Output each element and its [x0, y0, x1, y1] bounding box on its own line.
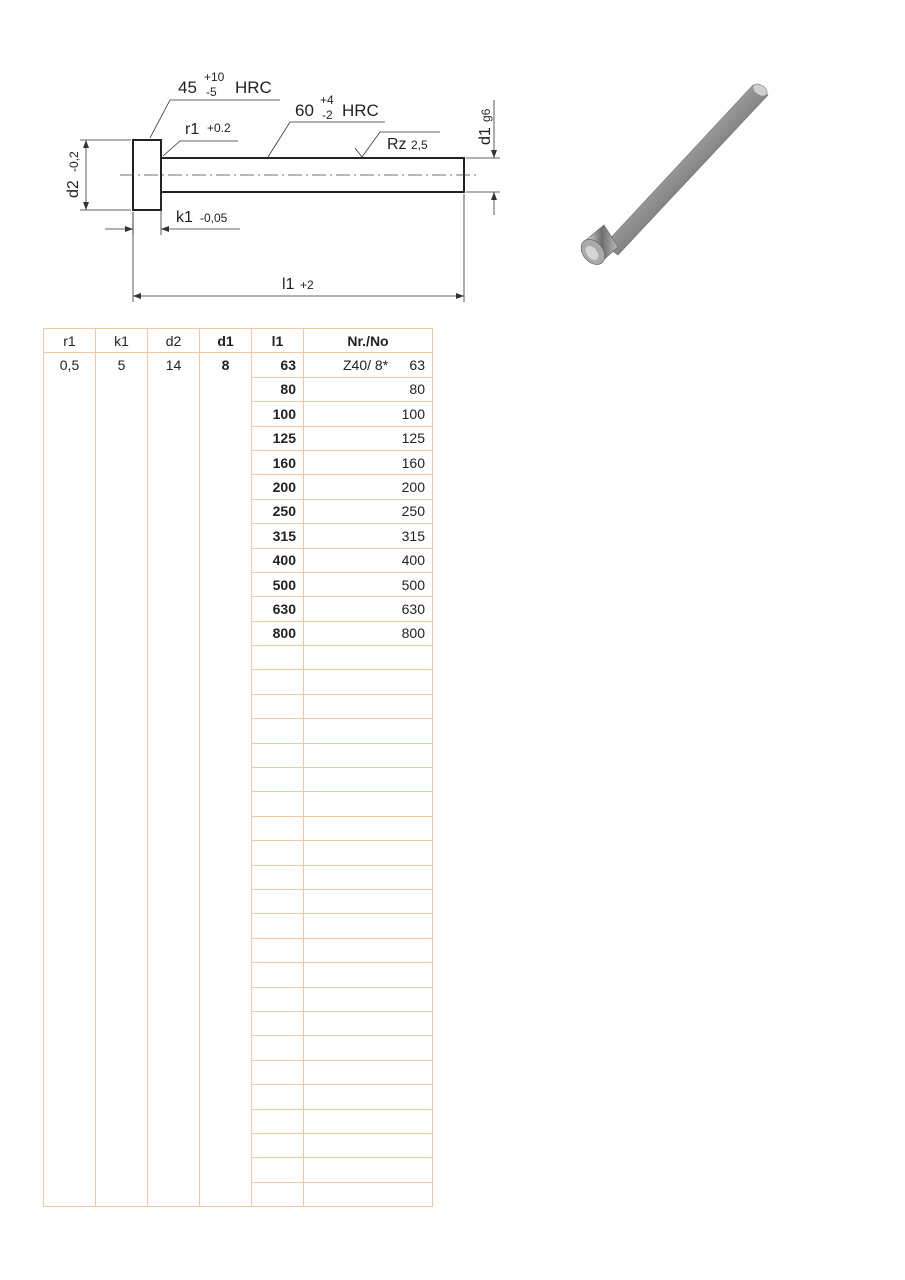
cell-l1: 125 — [252, 426, 304, 450]
leader-shaft-hardness — [268, 122, 385, 157]
cell-d1 — [200, 377, 252, 401]
cell-k1 — [96, 450, 148, 474]
cell-k1 — [96, 865, 148, 889]
table-row — [44, 499, 433, 523]
table-row — [44, 865, 433, 889]
cell-d2 — [148, 719, 200, 743]
cell-d1 — [200, 987, 252, 1011]
k1-tol: -0,05 — [200, 211, 228, 225]
cell-k1 — [96, 646, 148, 670]
cell-d1 — [200, 1036, 252, 1060]
article-number-value: 160 — [401, 454, 425, 471]
cell-d1 — [200, 1182, 252, 1206]
l1-tol: +2 — [300, 278, 314, 292]
cell-nr — [304, 841, 433, 865]
cell-d2 — [148, 1158, 200, 1182]
cell-r1 — [44, 914, 96, 938]
table-row — [44, 450, 433, 474]
cell-k1 — [96, 768, 148, 792]
article-number-value: 400 — [401, 552, 425, 569]
article-number-value: 63 — [409, 357, 425, 374]
cell-d2 — [148, 768, 200, 792]
shaft-hardness-tol-plus: +4 — [320, 93, 334, 107]
cell-k1 — [96, 1011, 148, 1035]
cell-r1 — [44, 963, 96, 987]
l1-label: l1 — [282, 276, 295, 293]
cell-nr — [304, 1011, 433, 1035]
table-row — [44, 963, 433, 987]
cell-d1 — [200, 694, 252, 718]
cell-nr — [304, 499, 433, 523]
cell-nr — [304, 743, 433, 767]
cell-r1 — [44, 1133, 96, 1157]
header-d2: d2 — [148, 329, 200, 353]
head-hardness-value: 45 — [178, 78, 197, 97]
cell-r1: 0,5 — [44, 353, 96, 377]
cell-d2 — [148, 694, 200, 718]
cell-d1 — [200, 792, 252, 816]
cell-l1: 630 — [252, 597, 304, 621]
cell-k1 — [96, 938, 148, 962]
d2-arrow-bottom — [83, 202, 89, 210]
article-number-value: 800 — [401, 625, 425, 642]
r1-label: r1 — [185, 121, 200, 138]
header-d1: d1 — [200, 329, 252, 353]
cell-l1: 250 — [252, 499, 304, 523]
k1-arrow-right — [161, 226, 169, 232]
cell-d1 — [200, 768, 252, 792]
table-row — [44, 768, 433, 792]
head-hardness-tol-minus: -5 — [206, 85, 217, 99]
cell-k1 — [96, 1085, 148, 1109]
cell-r1 — [44, 402, 96, 426]
cell-nr — [304, 963, 433, 987]
table-row — [44, 938, 433, 962]
cell-l1 — [252, 1158, 304, 1182]
cell-r1 — [44, 524, 96, 548]
shaft-hardness-value: 60 — [295, 101, 314, 120]
cell-r1 — [44, 889, 96, 913]
cell-nr — [304, 768, 433, 792]
cell-d2 — [148, 963, 200, 987]
cell-l1 — [252, 938, 304, 962]
cell-k1 — [96, 1182, 148, 1206]
cell-d1 — [200, 548, 252, 572]
table-row — [44, 426, 433, 450]
cell-k1 — [96, 548, 148, 572]
cell-d1 — [200, 524, 252, 548]
cell-d2 — [148, 1109, 200, 1133]
table-row — [44, 889, 433, 913]
cell-l1: 160 — [252, 450, 304, 474]
header-l1: l1 — [252, 329, 304, 353]
cell-l1 — [252, 963, 304, 987]
cell-l1: 80 — [252, 377, 304, 401]
table-row — [44, 1060, 433, 1084]
table-row — [44, 475, 433, 499]
cell-l1: 200 — [252, 475, 304, 499]
cell-d1 — [200, 938, 252, 962]
k1-arrow-left — [125, 226, 133, 232]
cell-r1 — [44, 1011, 96, 1035]
cell-d1 — [200, 670, 252, 694]
cell-d2 — [148, 475, 200, 499]
cell-k1 — [96, 572, 148, 596]
cell-r1 — [44, 841, 96, 865]
cell-d1 — [200, 646, 252, 670]
cell-d1 — [200, 426, 252, 450]
header-r1: r1 — [44, 329, 96, 353]
table-row — [44, 670, 433, 694]
cell-nr — [304, 597, 433, 621]
cell-k1 — [96, 841, 148, 865]
cell-k1 — [96, 524, 148, 548]
d1-label: d1 — [477, 127, 494, 145]
article-number-value: 315 — [401, 527, 425, 544]
cell-k1 — [96, 377, 148, 401]
cell-nr — [304, 889, 433, 913]
table-row — [44, 1158, 433, 1182]
table-row — [44, 914, 433, 938]
cell-nr — [304, 548, 433, 572]
article-number-value: 80 — [409, 381, 425, 398]
cell-r1 — [44, 816, 96, 840]
cell-d2 — [148, 572, 200, 596]
cell-d2 — [148, 548, 200, 572]
cell-r1 — [44, 792, 96, 816]
cell-k1 — [96, 621, 148, 645]
cell-d1 — [200, 572, 252, 596]
cell-r1 — [44, 426, 96, 450]
cell-l1 — [252, 768, 304, 792]
cell-nr — [304, 1182, 433, 1206]
cell-l1: 400 — [252, 548, 304, 572]
cell-d2 — [148, 450, 200, 474]
cell-nr — [304, 914, 433, 938]
cell-l1 — [252, 646, 304, 670]
cell-d1 — [200, 1133, 252, 1157]
article-number-value: 250 — [401, 503, 425, 520]
head-hardness-unit: HRC — [235, 78, 272, 97]
cell-d1 — [200, 743, 252, 767]
cell-d1 — [200, 402, 252, 426]
cell-d2 — [148, 1060, 200, 1084]
cell-d1 — [200, 816, 252, 840]
cell-l1 — [252, 1036, 304, 1060]
cell-r1 — [44, 938, 96, 962]
cell-l1 — [252, 719, 304, 743]
header-row — [44, 329, 433, 353]
cell-k1 — [96, 1109, 148, 1133]
cell-d2 — [148, 670, 200, 694]
cell-k1 — [96, 816, 148, 840]
r1-tol: +0.2 — [207, 121, 231, 135]
d1-tol: g6 — [479, 108, 493, 122]
cell-nr — [304, 426, 433, 450]
table-row — [44, 1085, 433, 1109]
cell-d2 — [148, 914, 200, 938]
cell-d2 — [148, 816, 200, 840]
article-number-prefix: Z40/ 8* — [343, 357, 389, 374]
cell-nr — [304, 792, 433, 816]
rz-value: 2,5 — [411, 138, 428, 152]
cell-l1 — [252, 670, 304, 694]
cell-d1 — [200, 914, 252, 938]
rz-label: Rz — [387, 136, 407, 153]
cell-d2 — [148, 621, 200, 645]
cell-d1 — [200, 450, 252, 474]
cell-l1 — [252, 1060, 304, 1084]
cell-nr — [304, 377, 433, 401]
cell-d2 — [148, 524, 200, 548]
cell-r1 — [44, 572, 96, 596]
cell-nr — [304, 670, 433, 694]
cell-d1 — [200, 475, 252, 499]
cell-d1 — [200, 499, 252, 523]
cell-l1 — [252, 743, 304, 767]
cell-d2 — [148, 987, 200, 1011]
table-row — [44, 621, 433, 645]
cell-l1: 800 — [252, 621, 304, 645]
cell-k1 — [96, 426, 148, 450]
cell-d2: 14 — [148, 353, 200, 377]
d2-label: d2 — [65, 180, 82, 198]
cell-l1: 100 — [252, 402, 304, 426]
cell-k1 — [96, 670, 148, 694]
cell-r1 — [44, 670, 96, 694]
cell-d2 — [148, 1085, 200, 1109]
spec-table — [43, 328, 433, 1207]
cell-d2 — [148, 402, 200, 426]
table-row — [44, 841, 433, 865]
cell-d2 — [148, 841, 200, 865]
table-row — [44, 1011, 433, 1035]
cell-r1 — [44, 377, 96, 401]
cell-r1 — [44, 719, 96, 743]
cell-k1 — [96, 719, 148, 743]
table-row — [44, 402, 433, 426]
table-row — [44, 597, 433, 621]
cell-d1 — [200, 841, 252, 865]
cell-d2 — [148, 377, 200, 401]
header-nr: Nr./No — [304, 329, 433, 353]
table-row — [44, 987, 433, 1011]
cell-d2 — [148, 426, 200, 450]
cell-k1 — [96, 743, 148, 767]
cell-nr — [304, 816, 433, 840]
leader-r1 — [163, 141, 238, 156]
cell-r1 — [44, 1182, 96, 1206]
cell-l1: 500 — [252, 572, 304, 596]
cell-nr — [304, 987, 433, 1011]
table-row — [44, 719, 433, 743]
cell-d1 — [200, 621, 252, 645]
cell-r1 — [44, 1158, 96, 1182]
cell-r1 — [44, 1060, 96, 1084]
cell-d1 — [200, 865, 252, 889]
cell-l1 — [252, 914, 304, 938]
cell-k1 — [96, 914, 148, 938]
article-number-value: 100 — [401, 405, 425, 422]
table-row — [44, 1109, 433, 1133]
cell-nr — [304, 865, 433, 889]
cell-d1 — [200, 963, 252, 987]
cell-l1: 63 — [252, 353, 304, 377]
cell-k1 — [96, 597, 148, 621]
cell-nr — [304, 938, 433, 962]
cell-r1 — [44, 621, 96, 645]
cell-k1 — [96, 963, 148, 987]
table-row — [44, 1133, 433, 1157]
cell-d1 — [200, 889, 252, 913]
table-row — [44, 743, 433, 767]
cell-d2 — [148, 1011, 200, 1035]
cell-nr — [304, 353, 433, 377]
cell-r1 — [44, 548, 96, 572]
cell-nr — [304, 572, 433, 596]
cell-l1 — [252, 841, 304, 865]
cell-nr — [304, 475, 433, 499]
table-row — [44, 572, 433, 596]
cell-d2 — [148, 499, 200, 523]
l1-arrow-right — [456, 293, 464, 299]
cell-d2 — [148, 646, 200, 670]
header-k1: k1 — [96, 329, 148, 353]
technical-drawing — [50, 60, 494, 310]
article-number-value: 630 — [401, 600, 425, 617]
cell-d1 — [200, 1085, 252, 1109]
cell-d2 — [148, 743, 200, 767]
table-row — [44, 792, 433, 816]
d1-arrow-top — [491, 150, 497, 158]
cell-d1 — [200, 597, 252, 621]
cell-d1: 8 — [200, 353, 252, 377]
cell-nr — [304, 621, 433, 645]
cell-k1 — [96, 1158, 148, 1182]
cell-nr — [304, 694, 433, 718]
cell-d2 — [148, 597, 200, 621]
shaft-hardness-tol-minus: -2 — [322, 108, 333, 122]
cell-k1 — [96, 499, 148, 523]
cell-d2 — [148, 1036, 200, 1060]
cell-nr — [304, 450, 433, 474]
d1-arrow-bottom — [491, 192, 497, 200]
table-row — [44, 353, 433, 377]
cell-k1 — [96, 694, 148, 718]
table-row — [44, 1036, 433, 1060]
pin-shaft-photo — [604, 85, 768, 255]
cell-k1 — [96, 889, 148, 913]
cell-k1 — [96, 1036, 148, 1060]
cell-nr — [304, 1158, 433, 1182]
cell-nr — [304, 646, 433, 670]
cell-d1 — [200, 1011, 252, 1035]
table-row — [44, 1182, 433, 1206]
cell-d2 — [148, 865, 200, 889]
cell-nr — [304, 524, 433, 548]
k1-label: k1 — [176, 209, 193, 226]
cell-nr — [304, 1060, 433, 1084]
cell-r1 — [44, 865, 96, 889]
ejector-pin-photo — [570, 75, 780, 275]
cell-k1 — [96, 1133, 148, 1157]
cell-d2 — [148, 1182, 200, 1206]
cell-nr — [304, 1133, 433, 1157]
cell-l1 — [252, 1182, 304, 1206]
cell-d2 — [148, 889, 200, 913]
cell-r1 — [44, 1085, 96, 1109]
d2-tol: -0,2 — [67, 151, 81, 172]
cell-l1 — [252, 1011, 304, 1035]
cell-d2 — [148, 792, 200, 816]
cell-k1 — [96, 402, 148, 426]
article-number-value: 200 — [401, 479, 425, 496]
table-row — [44, 377, 433, 401]
l1-arrow-left — [133, 293, 141, 299]
shaft-hardness-unit: HRC — [342, 101, 379, 120]
cell-k1 — [96, 792, 148, 816]
cell-r1 — [44, 1036, 96, 1060]
cell-l1 — [252, 865, 304, 889]
cell-l1: 315 — [252, 524, 304, 548]
cell-nr — [304, 1036, 433, 1060]
table-row — [44, 646, 433, 670]
cell-nr — [304, 719, 433, 743]
cell-l1 — [252, 987, 304, 1011]
cell-r1 — [44, 475, 96, 499]
cell-r1 — [44, 1109, 96, 1133]
table-row — [44, 694, 433, 718]
cell-r1 — [44, 768, 96, 792]
cell-k1 — [96, 475, 148, 499]
cell-d1 — [200, 1158, 252, 1182]
article-number-value: 125 — [401, 430, 425, 447]
cell-nr — [304, 1109, 433, 1133]
cell-k1: 5 — [96, 353, 148, 377]
d2-arrow-top — [83, 140, 89, 148]
cell-d1 — [200, 1109, 252, 1133]
table-row — [44, 816, 433, 840]
cell-k1 — [96, 1060, 148, 1084]
cell-d2 — [148, 938, 200, 962]
cell-l1 — [252, 889, 304, 913]
cell-r1 — [44, 987, 96, 1011]
cell-r1 — [44, 694, 96, 718]
cell-r1 — [44, 743, 96, 767]
cell-r1 — [44, 499, 96, 523]
cell-l1 — [252, 792, 304, 816]
cell-nr — [304, 402, 433, 426]
article-number-value: 500 — [401, 576, 425, 593]
cell-r1 — [44, 597, 96, 621]
cell-l1 — [252, 816, 304, 840]
table-row — [44, 548, 433, 572]
cell-l1 — [252, 1109, 304, 1133]
cell-l1 — [252, 1133, 304, 1157]
table-row — [44, 524, 433, 548]
cell-d1 — [200, 1060, 252, 1084]
cell-r1 — [44, 646, 96, 670]
cell-nr — [304, 1085, 433, 1109]
cell-r1 — [44, 450, 96, 474]
cell-l1 — [252, 1085, 304, 1109]
cell-d1 — [200, 719, 252, 743]
cell-k1 — [96, 987, 148, 1011]
cell-l1 — [252, 694, 304, 718]
cell-d2 — [148, 1133, 200, 1157]
head-hardness-tol-plus: +10 — [204, 70, 225, 84]
